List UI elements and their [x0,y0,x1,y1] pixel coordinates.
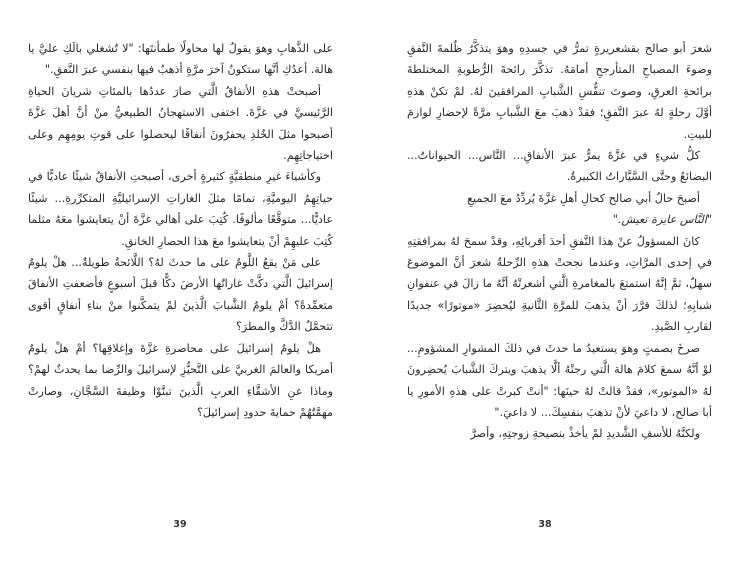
paragraph: وكأشياءَ غيرِ منطقيَّةٍ كثيرةٍ أخرى، أصبحتِ الأنفاقُ شيئًا عاديًّا في حياتِهِمُ اليوميَّةِ، تمامًا مثلَ الغاراتِ الإسرائيليَّةِ المتكرِّرةِ... شيئًا عاديًّا... متوقَّعًا مألوفًا. كُتِبَ على أهالي غزَّةَ أنْ يتعايشوا معَهُ مثلما كُتِبَ عليهِمْ أنْ يتعايشوا معَ هذا الحصارِ الخانقِ. [28,170,333,248]
paragraph: هلْ يلومُ إسرائيلَ على محاصرةِ غزَّةَ وإغلاقِها؟ أمْ هلْ يلومُ أمريكا والعالمَ الغربيَّ على التَّحيُّزِ لإسرائيلَ والرِّضا بما يحدثُ لهمْ؟ وماذا عنِ الأشقَّاءِ العربِ الَّذينَ تبنَّوْا وظيفةَ السَّجَّانِ، وصارتْ مهمَّتُهُمْ حمايةَ حدودِ إسرائيلَ؟ [28,341,333,419]
paragraph: على الذَّهابِ وهوَ يقولُ لها محاولًا طمأنتَها: "لا تُشغلي بالَكِ عليَّ يا هالة. أعدُكِ أنَّها ستكونُ آخرَ مرَّةٍ أذهبُ فيها بنفسي عبرَ النَّفقِ." [28,42,333,77]
paragraph: أصبحَ حالُ أبي صالح كحالِ أهلِ غزَّةَ يُردِّدُ معَ الجميعِ [467,191,700,205]
quote-line: "النَّاس عايزة تعيش." [612,213,712,227]
paragraph: ولكنَّهُ للأسفِ الشَّديدِ لمْ يأخذْ بنصيحةِ زوجتِهِ، وأصرَّ [470,427,700,441]
page-number: 38 [538,519,552,530]
paragraph: على مَنْ يقعُ اللَّومُ على ما حدثَ لهُ؟ اللَّائحةُ طويلةٌ... هلْ يلومُ إسرائيلَ الَّتي دكَّتْ غاراتُها الأرضَ دكًّا قبلَ أسبوعٍ فأضعفتِ الأنفاقَ متعمِّدةً؟ أمْ يلومُ الشَّبابَ الَّذينَ لمْ يتمكَّنوا منْ بناءِ أنفاقٍ أقوى تتحمَّلُ الدَّكَّ والمطرَ؟ [28,256,333,334]
page-number: 39 [173,519,187,530]
paragraph: شعرَ أبو صالح بقشعريرةٍ تمرُّ في جسدِهِ وهوَ يتذكَّرُ ظُلمةَ النَّفقِ وضوءَ المصباحِ المتأرجحِ أمامَهُ. تذكَّرَ رائحةَ الرُّطوبةِ المختلطةَ برائحةِ العرقِ، وصوتَ تنفُّسِ الشَّبابِ المرافقينَ لهُ. لمْ تكنْ هذهِ أوَّلَ رحلةٍ لهُ عبرَ النَّفقِ؛ فقدْ ذهبَ معَ الشَّبابِ مرَّةً لإحضارِ لوازمَ للبيتِ. [407,42,712,141]
paragraph: كانَ المسؤولُ عنْ هذا النَّفقِ أحدَ أقربائِهِ، وقدْ سمحَ لهُ بمرافقتِهِ في إحدى المرَّاتِ، وعندما نجحتْ هذهِ الرِّحلةُ شعرَ أنَّ الموضوعَ سهلٌ، ثمَّ إنَّهُ استمتعَ بالمغامرةِ الَّتي أشعرتْهُ أنَّهُ ما زالَ في عنفوانِ شبابِهِ؛ لذلكَ قرَّرَ أنْ يذهبَ للمرَّةِ الثَّانيةِ ليُحضِرَ «موتورًا» جديدًا لقاربِ الصَّيدِ. [407,234,712,334]
paragraph: كلُّ شيءٍ في غزَّةَ يمرُّ عبرَ الأنفاقِ... النَّاس... الحيواناتُ... البضائعُ وحتَّى السَّيَّاراتُ الكبيرةُ. [407,149,712,184]
left-page [28,38,333,423]
paragraph: صرخَ بصمتٍ وهوَ يستعيدُ ما حدثَ في ذلكَ المشوارِ المشؤومِ... لوْ أنَّهُ سمعَ كلامَ هالة الَّتي رجتْهُ ألَّا يذهبَ ويتركَ الشَّبابَ يُحضِرونَ لهُ «الموتور»، فقدْ قالتْ لهُ حينَها: "أنتْ كبرتْ على هذهِ الأمورِ يا أبا صالح، لا داعيَ لأنْ تذهبَ بنفسِكَ... لا داعيَ." [407,341,712,419]
paragraph: أصبحتْ هذهِ الأنفاقُ الَّتي صارَ عددُها بالمئاتِ شريانَ الحياةِ الرَّئيسيَّ في غزَّةَ. اختفى الاستهجانُ الطبيعيُّ منْ أنَّ أهلَ غزَّةَ أصبحوا مثلَ الخُلدِ يحفرُونَ أنفاقًا ليحصلوا على قوتِ يومِهِم وعلى احتياجاتِهِم. [28,84,333,163]
right-page [407,38,712,445]
